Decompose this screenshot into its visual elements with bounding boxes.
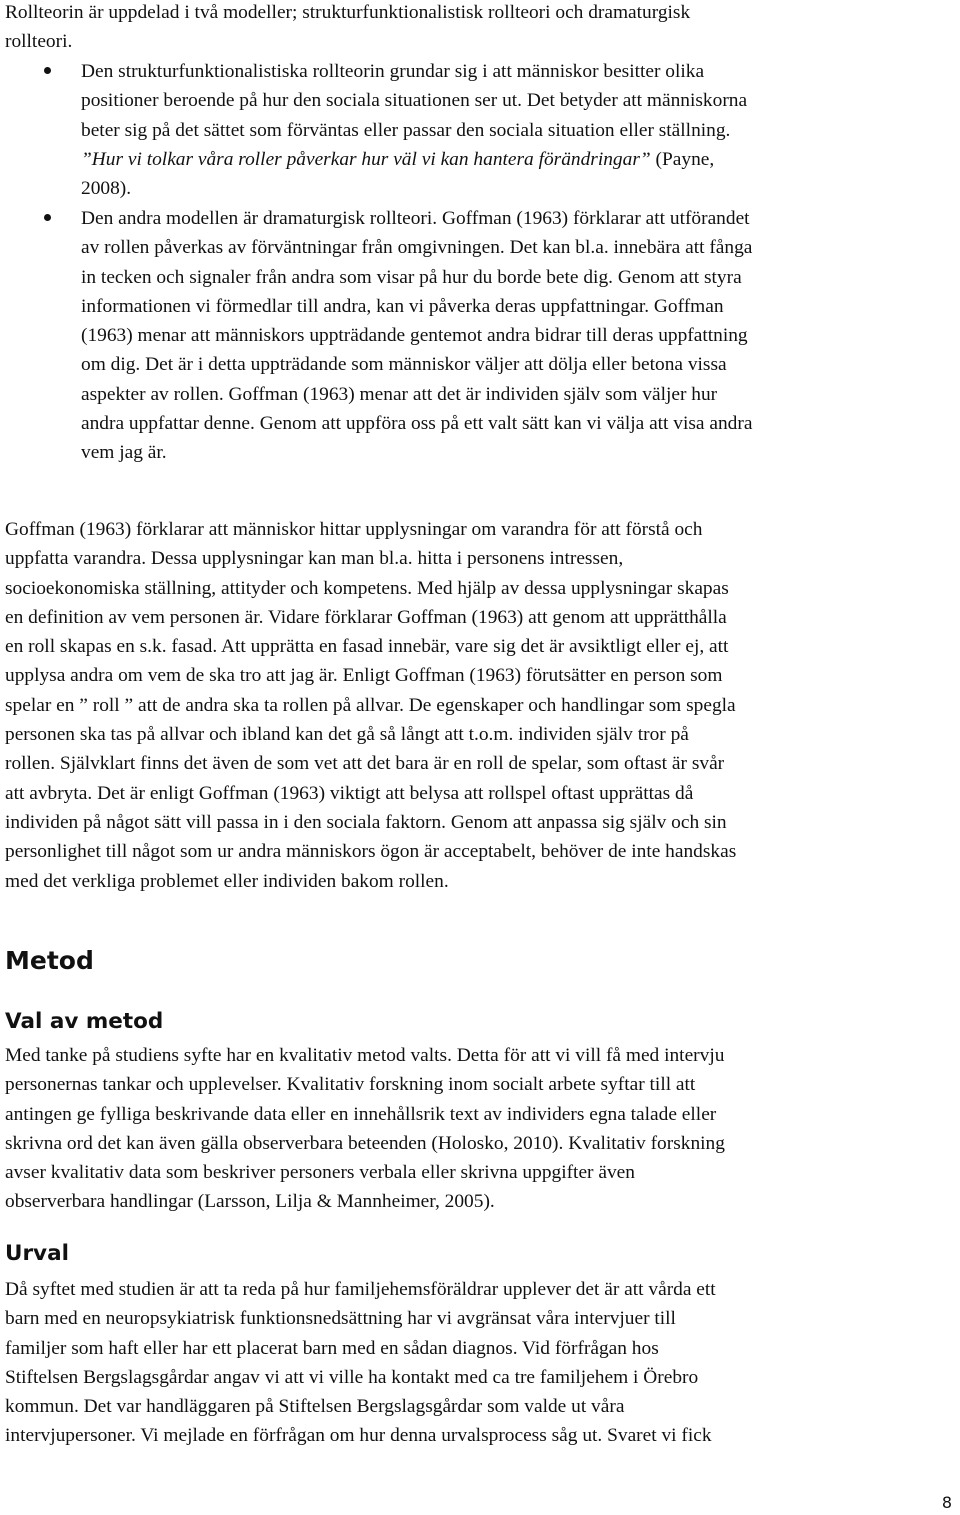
text-line: personen ska tas på allvar och ibland kan det gå så långt att t.o.m. individen själv tror på (5, 724, 689, 746)
bullet-text (81, 57, 957, 203)
text-line: Den strukturfunktionalistiska rollteorin grundar sig i att människor besitter olika (81, 61, 705, 82)
text-line: vem jag är. (81, 442, 167, 464)
text-line: med det verkliga problemet eller individen bakom rollen. (5, 870, 449, 892)
text-line: Stiftelsen Bergslagsgårdar angav vi att vi ville ha kontakt med ca tre familjehem i Örebro (5, 1366, 699, 1388)
text-line: Rollteorin är uppdelad i två modeller; strukturfunktionalistisk rollteori och dramaturgisk (5, 2, 691, 23)
text-line: skrivna ord det kan även gälla observerbara beteenden (Holosko, 2010). Kvalitativ forskning (5, 1132, 725, 1154)
text-line: rollteori. (5, 31, 73, 53)
text-line: observerbara handlingar (Larsson, Lilja & Mannheimer, 2005). (5, 1191, 495, 1213)
text-line: kommun. Det var handläggaren på Stiftelsen Bergslagsgårdar som valde ut våra (5, 1396, 625, 1418)
page-number: 8 (941, 1493, 952, 1512)
text-line: av rollen påverkas av förväntningar från omgivningen. Det kan bl.a. innebära att fånga (81, 237, 753, 259)
text-line: att avbryta. Det är enligt Goffman (1963) viktigt att belysa att rollspel oftast upprättas då (5, 782, 694, 804)
text-line: Den andra modellen är dramaturgisk rollteori. Goffman (1963) förklarar att utförandet (81, 208, 750, 229)
text-line: intervjupersoner. Vi mejlade en förfrågan om hur denna urvalsprocess såg ut. Svaret vi fick (5, 1425, 712, 1447)
text-line: personernas tankar och upplevelser. Kvalitativ forskning inom socialt arbete syftar till att (5, 1074, 696, 1096)
text-line: barn med en neuropsykiatrisk funktionsnedsättning har vi avgränsat våra intervjuer till (5, 1308, 676, 1330)
goffman-paragraph (5, 515, 957, 896)
text-line: familjer som haft eller har ett placerat barn med en sådan diagnos. Vid förfrågan hos (5, 1337, 659, 1359)
text-line: en definition av vem personen är. Vidare förklarar Goffman (1963) att genom att upprätthålla (5, 606, 727, 628)
text-line: Då syftet med studien är att ta reda på hur familjehemsföräldrar upplever det är att vårda ett (5, 1279, 716, 1300)
text-line: en roll skapas en s.k. fasad. Att upprätta en fasad innebär, vare sig det är avsiktligt eller ej, att (5, 636, 729, 658)
bullet-icon (44, 67, 51, 74)
text-line: Goffman (1963) förklarar att människor hittar upplysningar om varandra för att förstå och (5, 519, 703, 540)
bullet-text (81, 204, 957, 468)
text-line: Med tanke på studiens syfte har en kvalitativ metod valts. Detta för att vi vill få med intervju (5, 1045, 725, 1066)
urval-paragraph (5, 1275, 957, 1451)
text-line: avser kvalitativ data som beskriver personers verbala eller skrivna uppgifter även (5, 1162, 635, 1184)
quote-line (81, 145, 957, 174)
heading-urval: Urval (5, 1241, 69, 1266)
text-line: socioekonomiska ställning, attityder och kompetens. Med hjälp av dessa upplysningar skapas (5, 577, 729, 599)
text-line: rollen. Självklart finns det även de som vet att det bara är en roll de spelar, som oftast är svår (5, 753, 725, 775)
citation: (Payne, (650, 148, 715, 170)
text-line: upplysa andra om vem de ska tro att jag är. Enligt Goffman (1963) förutsätter en person som (5, 665, 723, 687)
text-line: 2008). (81, 178, 132, 200)
text-line: spelar en ” roll ” att de andra ska ta rollen på allvar. De egenskaper och handlingar som spegla (5, 694, 736, 716)
text-line: uppfatta varandra. Dessa upplysningar kan man bl.a. hitta i personens intressen, (5, 548, 624, 570)
val-av-metod-paragraph (5, 1041, 957, 1217)
heading-val-av-metod: Val av metod (5, 1009, 164, 1034)
text-line: individen på något sätt vill passa in i den sociala faktorn. Genom att anpassa sig själv och sin (5, 811, 727, 833)
text-line: beter sig på det sättet som förväntas eller passar den sociala situation eller ställning. (81, 119, 731, 141)
italic-quote: ”Hur vi tolkar våra roller påverkar hur väl vi kan hantera förändringar” (81, 148, 651, 170)
text-line: informationen vi förmedlar till andra, kan vi påverka deras uppfattningar. Goffman (81, 295, 724, 317)
text-line: (1963) menar att människors uppträdande gentemot andra bidrar till deras uppfattning (81, 325, 748, 347)
intro-paragraph (5, 0, 957, 57)
text-line: in tecken och signaler från andra som visar på hur du borde bete dig. Genom att styra (81, 266, 742, 288)
heading-metod: Metod (5, 946, 94, 975)
text-line: antingen ge fylliga beskrivande data eller en innehållsrik text av individers egna talade eller (5, 1103, 717, 1125)
text-line: personlighet till något som ur andra människors ögon är acceptabelt, behöver de inte handskas (5, 841, 737, 863)
text-line: positioner beroende på hur den sociala situationen ser ut. Det betyder att människorna (81, 90, 748, 112)
text-line: andra uppfattar denne. Genom att uppföra oss på ett valt sätt kan vi välja att visa andra (81, 413, 753, 435)
text-line: om dig. Det är i detta uppträdande som människor väljer att dölja eller betona vissa (81, 354, 727, 376)
text-line: aspekter av rollen. Goffman (1963) menar att det är individen själv som väljer hur (81, 383, 718, 405)
bullet-icon (44, 214, 51, 221)
